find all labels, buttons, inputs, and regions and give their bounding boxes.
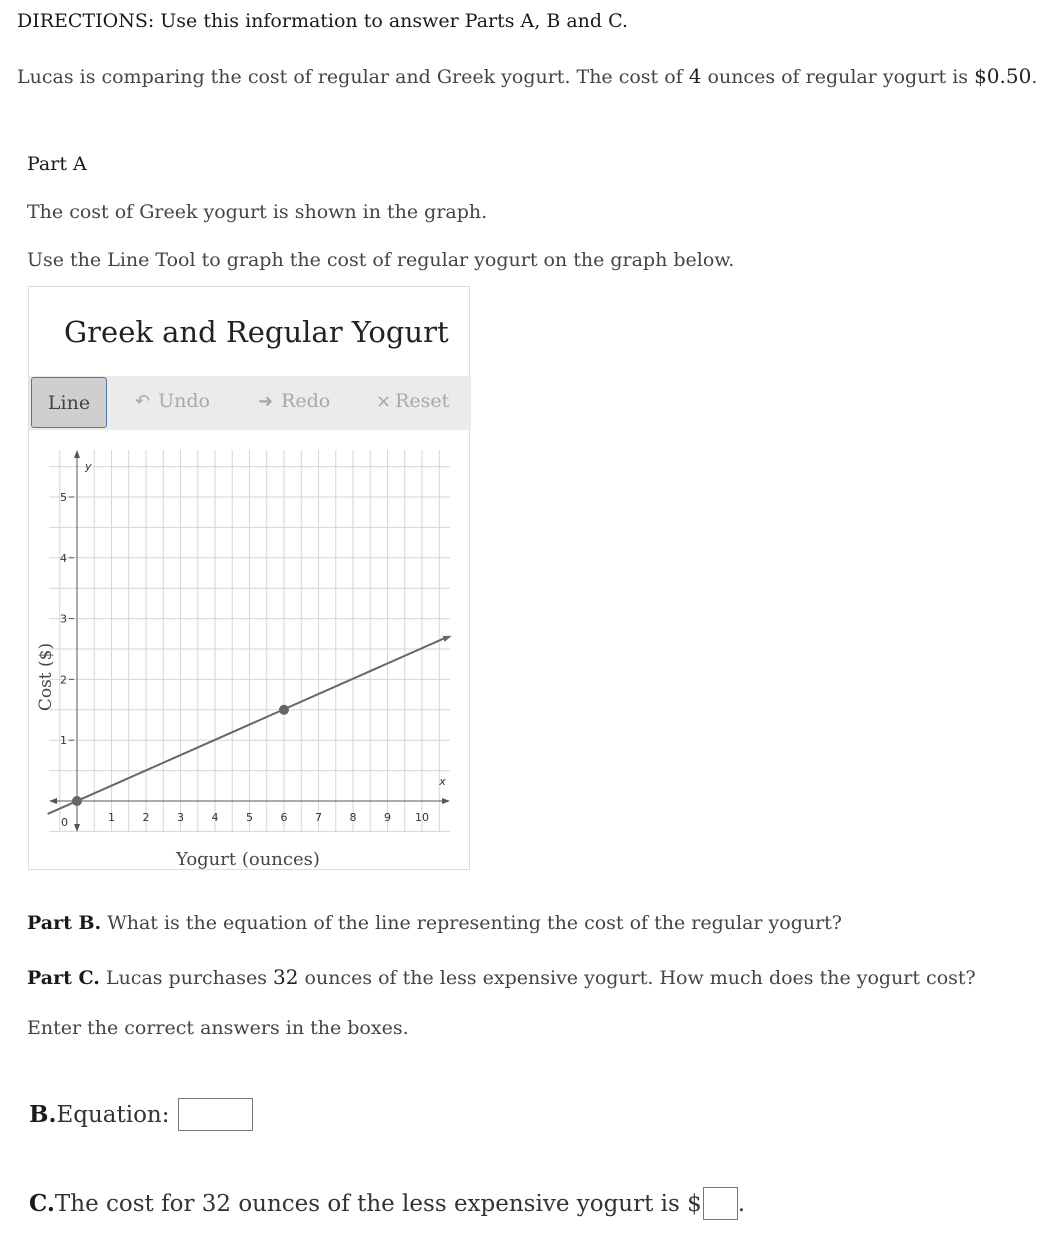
x-tick-label: 8 [349,811,357,824]
redo-icon: ➜ [258,391,274,412]
undo-icon: ↶ [135,391,151,412]
part-a-line1: The cost of Greek yogurt is shown in the graph. [27,201,488,223]
origin-label: 0 [61,816,68,829]
cost-input[interactable] [703,1187,738,1220]
x-axis-arrow-left [49,798,57,804]
x-tick-label: 6 [280,811,288,824]
data-point [72,796,82,806]
x-axis-label: Yogurt (ounces) [176,849,320,870]
x-axis-variable: x [439,775,446,788]
graph-toolbar [29,376,471,430]
close-icon: × [376,391,392,412]
reset-button[interactable]: × Reset [376,390,450,412]
graph-title: Greek and Regular Yogurt [64,315,449,349]
redo-button[interactable]: ➜ Redo [258,390,331,412]
part-c-question: Part C. Lucas purchases 32 ounces of the less expensive yogurt. How much does the yogurt cost? [27,965,976,989]
x-tick-label: 10 [415,811,429,824]
y-axis-variable: y [85,460,92,473]
y-axis-arrow-up [74,450,80,458]
series-line-arrow [443,636,452,642]
y-axis-arrow-down [74,824,80,832]
data-point [279,705,289,715]
x-tick-label: 9 [384,811,391,824]
y-tick-label: 2 [60,673,67,687]
y-tick-label: 1 [60,734,67,748]
x-tick-label: 2 [142,811,150,824]
answer-c-row [29,1187,745,1220]
x-tick-label: 7 [315,811,322,824]
equation-input[interactable] [178,1098,253,1131]
x-axis-arrow-right [442,798,450,804]
answer-b-text: Equation: [56,1101,170,1128]
line-tool-button[interactable]: Line [31,377,107,428]
part-b-question: Part B. What is the equation of the line representing the cost of the regular yogurt? [27,912,842,934]
coordinate-plane[interactable] [29,430,471,850]
x-tick-label: 5 [246,811,253,824]
y-tick-label: 5 [60,491,67,504]
answer-b-row [29,1098,253,1131]
x-tick-label: 1 [108,811,115,824]
part-a-line2: Use the Line Tool to graph the cost of regular yogurt on the graph below. [27,249,735,271]
instructions-text: Enter the correct answers in the boxes. [27,1017,409,1039]
graph-widget [28,286,470,870]
directions-text: DIRECTIONS: Use this information to answer Parts A, B and C. [17,10,629,32]
answer-b-label: B. [29,1101,57,1128]
part-a-heading: Part A [27,153,87,175]
x-tick-label: 4 [211,811,219,824]
answer-c-text: The cost for 32 ounces of the less expensive yogurt is $ [54,1190,702,1217]
x-tick-label: 3 [177,811,184,824]
y-tick-label: 4 [60,551,67,565]
y-axis-label: Cost ($) [36,642,56,712]
undo-button[interactable]: ↶ Undo [135,390,210,412]
intro-text: Lucas is comparing the cost of regular and Greek yogurt. The cost of 4 ounces of regular yogurt is $0.50. [17,64,1038,88]
answer-c-label: C. [29,1190,55,1217]
answer-c-period: . [737,1190,746,1217]
y-tick-label: 3 [60,612,67,626]
